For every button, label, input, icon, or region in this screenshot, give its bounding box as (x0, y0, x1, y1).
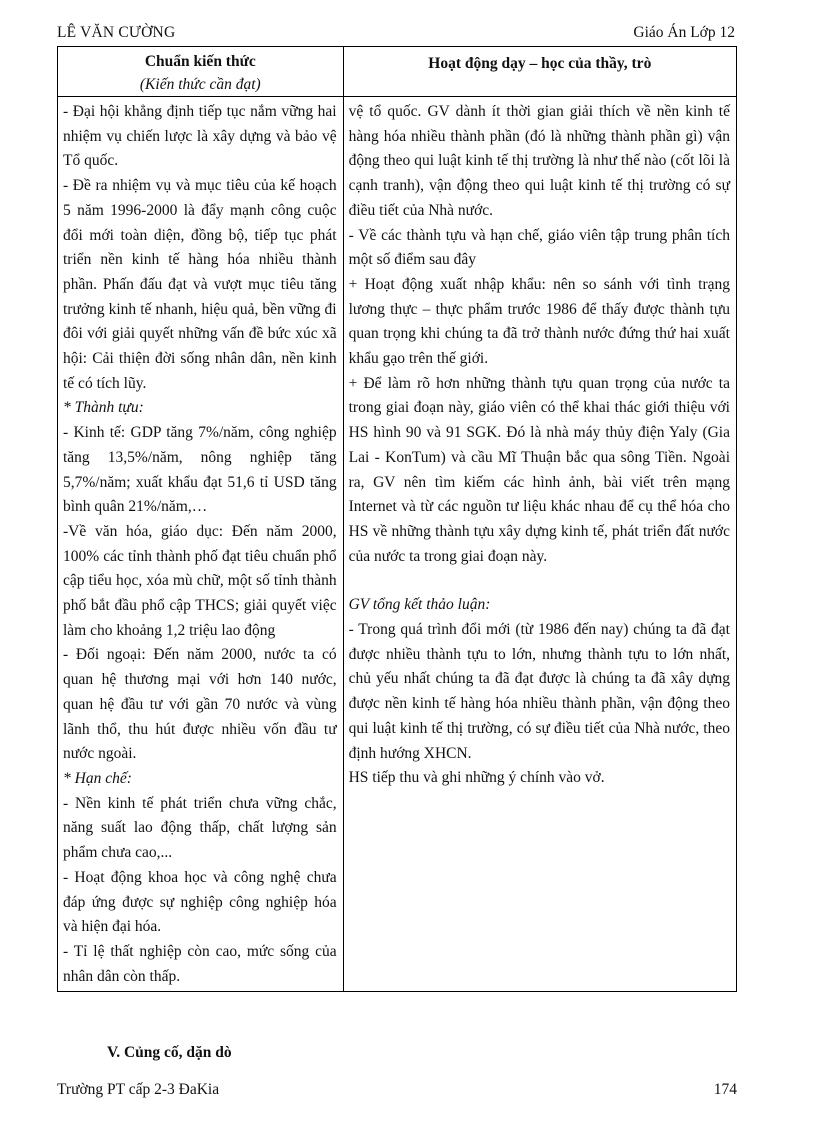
col-knowledge-subtitle: (Kiến thức cần đạt) (139, 76, 261, 93)
paragraph-spacer (349, 569, 730, 593)
knowledge-paragraph: - Tỉ lệ thất nghiệp còn cao, mức sống của nhân dân còn thấp. (63, 942, 337, 985)
knowledge-paragraph: - Đề ra nhiệm vụ và mục tiêu của kế hoạch 5 năm 1996-2000 là đẩy mạnh công cuộc đổi mới toàn diện, đồng bộ, tiếp tục phát triển nền kinh tế hàng hóa nhiều thành phần. Phấn đấu đạt và vượt mục tiêu tăng trưởng kinh tế nhanh, hiệu quả, bền vững đi đôi với giải quyết những vấn đề bức xúc xã hội: Cải thiện đời sống nhân dân, nền kinh tế có tích lũy. (63, 177, 337, 392)
activity-paragraph: HS tiếp thu và ghi những ý chính vào vở. (348, 769, 605, 787)
knowledge-paragraph: - Đại hội khẳng định tiếp tục nắm vững hai nhiệm vụ chiến lược là xây dựng và bảo vệ Tổ quốc. (63, 103, 337, 170)
activity-paragraph: - Trong quá trình đổi mới (từ 1986 đến nay) chúng ta đã đạt được nhiều thành tựu to lớn, nhưng thành tựu to lớn nhất, chủ yếu nhất chúng ta đã đạt được là chúng ta đã xây dựng được nền kinh tế hàng hóa nhiều thành phần, vận động theo qui luật kinh tế thị trường, có sự điều tiết của Nhà nước, theo định hướng XHCN. (348, 621, 730, 762)
col-activities-title: Hoạt động dạy – học của thầy, trò (428, 55, 652, 72)
activity-paragraph: vệ tổ quốc. GV dành ít thời gian giải thích về nền kinh tế hàng hóa nhiều thành phần (đó là những thành phần gì) vận động theo qui luật kinh tế thị trường là như thế nào (cốt lõi là cạnh tranh), vận động theo qui luật kinh tế thị trường có sự điều tiết của Nhà nước. (348, 103, 730, 219)
section-heading: V. Củng cố, dặn dò (107, 1044, 232, 1061)
knowledge-cell (58, 97, 344, 992)
table-header-row (58, 47, 737, 97)
achievements-heading: * Thành tựu: (63, 399, 144, 417)
school-name: Trường PT cấp 2-3 ĐaKia (57, 1081, 220, 1098)
knowledge-paragraph: - Kinh tế: GDP tăng 7%/năm, công nghiệp tăng 13,5%/năm, nông nghiệp tăng 5,7%/năm; xuất khẩu đạt 51,6 tỉ USD tăng bình quân 21%/năm,… (63, 424, 337, 516)
page-number: 174 (713, 1081, 737, 1098)
page-header (57, 24, 735, 46)
col-knowledge-header (58, 47, 344, 97)
knowledge-paragraph: - Hoạt động khoa học và công nghệ chưa đáp ứng được sự nghiệp công nghiệp hóa và hiện đại hóa. (63, 868, 337, 936)
activity-paragraph: + Để làm rõ hơn những thành tựu quan trọng của nước ta trong giai đoạn này, giáo viên có thể khai thác giới thiệu với HS hình 90 và 91 SGK. Đó là nhà máy thủy điện Yaly (Gia Lai - KonTum) và cầu Mĩ Thuận bắc qua sông Tiền. Ngoài ra, GV nên tìm kiếm các hình ảnh, bài viết trên mạng Internet và từ các nguồn tư liệu khác nhau để cụ thể hóa cho HS về những thành tựu xây dựng kinh tế, phát triển đất nước của nước ta trong giai đoạn này. (348, 374, 730, 565)
activity-paragraph: + Hoạt động xuất nhập khẩu: nên so sánh với tình trạng lương thực – thực phẩm trước 1986 để thấy được thành tựu quan trọng khi chúng ta đã trở thành nước đứng thứ hai xuất khẩu gạo trên thế giới. (348, 275, 730, 368)
knowledge-paragraph: - Nền kinh tế phát triển chưa vững chắc, năng suất lao động thấp, chất lượng sản phẩm chưa cao,... (63, 794, 337, 862)
knowledge-paragraph: -Về văn hóa, giáo dục: Đến năm 2000, 100% các tỉnh thành phố đạt tiêu chuẩn phổ cập tiểu học, xóa mù chữ, một số tỉnh thành phố bắt đầu phổ cập THCS; giải quyết việc làm cho khoảng 1,2 triệu lao động (63, 522, 337, 639)
limitations-heading: * Hạn chế: (63, 769, 132, 787)
activity-paragraph: - Về các thành tựu và hạn chế, giáo viên tập trung phân tích một số điểm sau đây (348, 226, 730, 269)
knowledge-paragraph: - Đối ngoại: Đến năm 2000, nước ta có quan hệ thương mại với hơn 140 nước, quan hệ đầu tư với gần 70 nước và vùng lãnh thổ, thu hút được nhiều vốn đầu tư nước ngoài. (63, 646, 337, 763)
col-knowledge-title: Chuẩn kiến thức (144, 53, 256, 70)
lesson-table (57, 46, 737, 992)
course-title: Giáo Án Lớp 12 (633, 24, 735, 41)
table-row (58, 97, 737, 992)
author-name: LÊ VĂN CƯỜNG (57, 24, 176, 41)
page-footer (57, 1081, 737, 1099)
activities-cell (343, 97, 736, 992)
col-activities-header (343, 47, 736, 97)
summary-heading: GV tổng kết thảo luận: (348, 596, 491, 614)
